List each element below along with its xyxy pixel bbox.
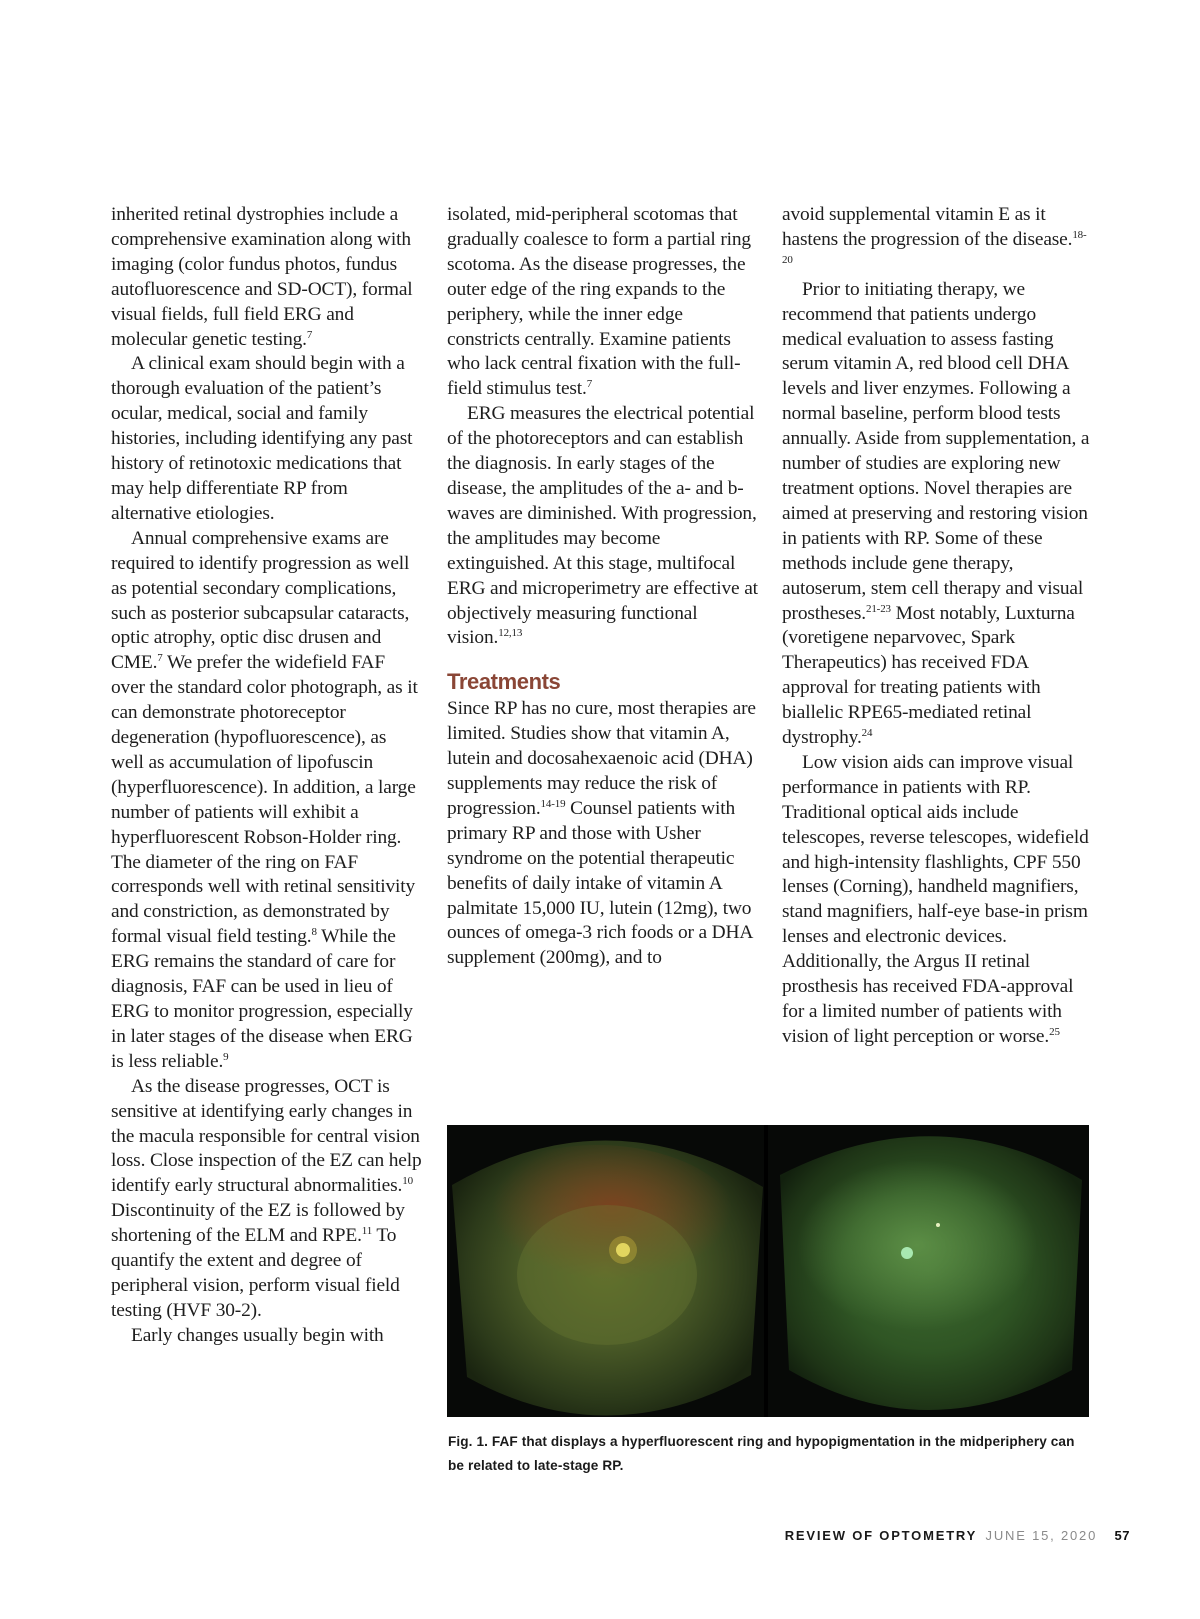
citation-ref: 9 xyxy=(223,1050,229,1063)
paragraph-text: While the ERG remains the standard of care for diagnosis, FAF can be used in lieu of ERG to monitor progression, especially in later stages of the disease when ERG is less reliable. xyxy=(111,926,413,1072)
paragraph xyxy=(782,203,1092,278)
paragraph xyxy=(111,1075,423,1324)
paragraph-text: Low vision aids can improve visual performance in patients with RP. Traditional optical aids include telescopes, reverse telescopes, widefield and high-intensity flashlights, CPF 550 lenses (Corning), handheld magnifiers, stand magnifiers, half-eye base-in prism lenses and electronic devices. Additionally, the Argus II retinal prosthesis has received FDA-approval for a limited number of patients with vision of light perception or worse. xyxy=(782,751,1089,1047)
paragraph xyxy=(447,402,759,651)
paragraph-text: avoid supplemental vitamin E as it hastens the progression of the disease. xyxy=(782,204,1073,250)
fundus-photo-pair xyxy=(447,1125,1089,1417)
paragraph xyxy=(111,352,423,526)
journal-name: REVIEW OF OPTOMETRY xyxy=(784,1528,978,1543)
paragraph-text: To quantify the extent and degree of peripheral vision, perform visual field testing (HVF 30-2). xyxy=(111,1225,400,1321)
paragraph-text: Annual comprehensive exams are required to identify progression as well as potential secondary complications, such as posterior subcapsular cataracts, optic atrophy, optic disc drusen and CME. xyxy=(111,527,410,674)
fundus-image-left xyxy=(447,1125,764,1417)
citation-ref: 8 xyxy=(311,926,317,939)
paragraph-text: inherited retinal dystrophies include a comprehensive examination along with imaging (color fundus photos, fundus autofluorescence and SD-OCT), formal visual fields, full field ERG and molecular genetic testing. xyxy=(111,204,413,350)
paragraph xyxy=(782,278,1092,751)
paragraph xyxy=(111,527,423,1075)
paragraph-text: We prefer the widefield FAF over the standard color photograph, as it can demonstrate photoreceptor degeneration (hypofluorescence), as well as accumulation of lipofuscin (hyperfluorescence). In addition, a large number of patients will exhibit a hyperfluorescent Robson-Holder ring. The diameter of the ring on FAF corresponds well with retinal sensitivity and constriction, as demonstrated by formal visual field testing. xyxy=(111,652,418,948)
paragraph-text: Most notably, Luxturna (voretigene neparvovec, Spark Therapeutics) has received FDA approval for treating patients with biallelic RPE65-mediated retinal dystrophy. xyxy=(782,602,1075,749)
citation-ref: 12,13 xyxy=(498,627,523,640)
paragraph xyxy=(447,697,759,971)
page-footer xyxy=(700,1528,1130,1543)
image-divider xyxy=(764,1125,768,1417)
citation-ref: 7 xyxy=(586,378,593,391)
paragraph-text: ERG measures the electrical potential of the photoreceptors and can establish the diagnosis. In early stages of the disease, the amplitudes of the a- and b-waves are diminished. With progression, the amplitudes may become extinguished. At this stage, multifocal ERG and microperimetry are effective at objectively measuring functional vision. xyxy=(447,403,758,649)
citation-ref: 25 xyxy=(1049,1025,1060,1038)
figure-caption: Fig. 1. FAF that displays a hyperfluorescent ring and hypopigmentation in the midperiphery can be related to late-stage RP. xyxy=(448,1434,1075,1473)
paragraph-text: Since RP has no cure, most therapies are limited. Studies show that vitamin A, lutein and docosahexaenoic acid (DHA) supplements may reduce the risk of progression. xyxy=(447,698,756,819)
paragraph-text: Discontinuity of the EZ is followed by shortening of the ELM and RPE. xyxy=(111,1200,405,1247)
optic-disc-mark xyxy=(901,1247,913,1259)
paragraph-text: A clinical exam should begin with a thorough evaluation of the patient’s ocular, medical, social and family histories, including identifying any past history of retinotoxic medications that may help differentiate RP from alternative etiologies. xyxy=(111,353,413,524)
citation-ref: 18-20 xyxy=(782,228,1087,266)
figure-faf-images xyxy=(447,1125,1089,1417)
paragraph xyxy=(111,1324,423,1349)
paragraph-text: Prior to initiating therapy, we recommend that patients undergo medical evaluation to assess fasting serum vitamin A, red blood cell DHA levels and liver enzymes. Following a normal baseline, perform blood tests annually. Aside from supplementation, a number of studies are exploring new treatment options. Novel therapies are aimed at preserving and restoring vision in patients with RP. Some of these methods include gene therapy, autoserum, stem cell therapy and visual prostheses. xyxy=(782,278,1090,624)
citation-ref: 14-19 xyxy=(540,797,566,810)
section-heading: Treatments xyxy=(447,669,561,695)
citation-ref: 7 xyxy=(306,328,313,341)
text-column-3 xyxy=(782,203,1092,1050)
citation-ref: 21-23 xyxy=(865,602,891,615)
paragraph xyxy=(782,751,1092,1050)
text-column-1 xyxy=(111,203,423,1349)
citation-ref: 10 xyxy=(402,1175,413,1188)
citation-ref: 11 xyxy=(361,1225,373,1238)
paragraph-text: As the disease progresses, OCT is sensitive at identifying early changes in the macula responsible for central vision loss. Close inspection of the EZ can help identify early structural abnormalities. xyxy=(111,1075,422,1197)
citation-ref: 24 xyxy=(861,727,873,740)
citation-ref: 7 xyxy=(157,652,163,665)
paragraph xyxy=(111,203,423,352)
paragraph-text: Counsel patients with primary RP and those with Usher syndrome on the potential therapeutic benefits of daily intake of vitamin A palmitate 15,000 IU, lutein (12mg), two ounces of omega-3 rich foods or a DHA supplement (200mg), and to xyxy=(447,797,753,969)
issue-date: JUNE 15, 2020 xyxy=(985,1528,1098,1543)
paragraph-text: Early changes usually begin with xyxy=(131,1324,384,1346)
page-number: 57 xyxy=(1114,1528,1130,1543)
fundus-image-right xyxy=(768,1125,1089,1417)
paragraph xyxy=(447,203,759,402)
text-column-2 xyxy=(447,203,759,971)
paragraph-text: isolated, mid-peripheral scotomas that gradually coalesce to form a partial ring scotoma. As the disease progresses, the outer edge of the ring expands to the periphery, while the inner edge constricts centrally. Examine patients who lack central fixation with the full-field stimulus test. xyxy=(447,204,751,400)
